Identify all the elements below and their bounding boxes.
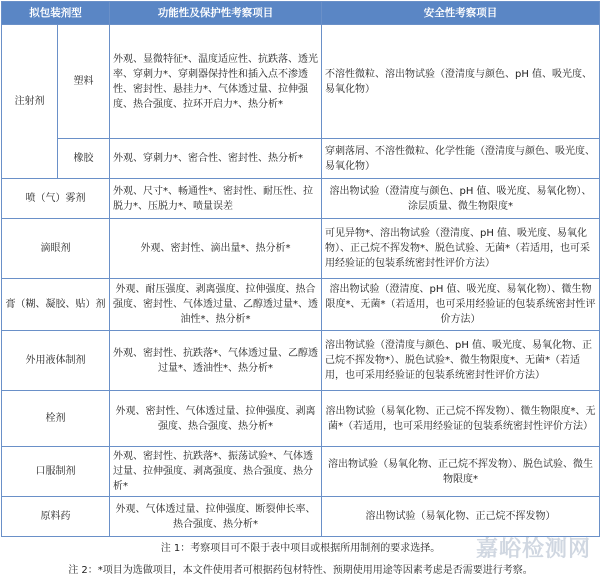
safety-cell: 穿刺落屑、不溶性微粒、化学性能（澄清度与颜色、吸光度、易氧化物） bbox=[322, 139, 600, 179]
function-cell: 外观、气体透过量、拉伸强度、断裂伸长率、热合强度、热分析* bbox=[110, 497, 322, 537]
document-page bbox=[1, 1, 599, 576]
table-row bbox=[2, 497, 600, 537]
table-row bbox=[2, 279, 600, 331]
note-1: 注 1：考察项目可不限于表中项目或根据所用制剂的要求选择。 bbox=[160, 542, 441, 554]
sub-type-cell: 橡胶 bbox=[58, 139, 110, 179]
header-function-items: 功能性及保护性考察项目 bbox=[110, 2, 322, 25]
table-row bbox=[2, 447, 600, 497]
dosage-form-cell: 口服制剂 bbox=[2, 447, 110, 497]
dosage-form-cell: 喷（气）雾剂 bbox=[2, 179, 110, 219]
dosage-form-cell: 原料药 bbox=[2, 497, 110, 537]
dosage-form-cell: 滴眼剂 bbox=[2, 219, 110, 279]
safety-cell: 溶出物试验（澄清度与颜色、pH 值、吸光度、易氧化物、正己烷不挥发物*）、脱色试验*、微生物限度*、无菌*（若适用，也可采用经验证的包装系统密封性评价方法） bbox=[322, 331, 600, 391]
safety-cell: 溶出物试验（易氧化物、正己烷不挥发物）、脱色试验、微生物限度* bbox=[322, 447, 600, 497]
safety-cell: 不溶性微粒、溶出物试验（澄清度与颜色、pH 值、吸光度、易氧化物） bbox=[322, 25, 600, 139]
table-row bbox=[2, 331, 600, 391]
safety-cell: 溶出物试验（澄清度与颜色、pH 值、吸光度、易氧化物）、涂层质量、微生物限度* bbox=[322, 179, 600, 219]
table-header-row bbox=[2, 2, 600, 25]
watermark-text: 嘉峪检测网 bbox=[475, 537, 591, 562]
table-row bbox=[2, 391, 600, 447]
safety-cell: 溶出物试验（易氧化物、正己烷不挥发物） bbox=[322, 497, 600, 537]
note-2: 注 2：*项目为选做项目，本文件使用者可根据药包材特性、预期使用用途等因素考虑是否需要进行考察。 bbox=[68, 564, 533, 576]
safety-cell: 溶出物试验（澄清度、pH 值、吸光度、易氧化物）、微生物限度*、无菌*（若适用，也可采用经验证的包装系统密封性评价方法） bbox=[322, 279, 600, 331]
function-cell: 外观、穿刺力*、密合性、密封性、热分析* bbox=[110, 139, 322, 179]
dosage-form-cell: 外用液体制剂 bbox=[2, 331, 110, 391]
dosage-form-cell: 膏（糊、凝胶、贴）剂 bbox=[2, 279, 110, 331]
header-dosage-form: 拟包装剂型 bbox=[2, 2, 110, 25]
safety-cell: 溶出物试验（易氧化物、正己烷不挥发物）、微生物限度*、无菌*（若适用，也可采用经验证的包装系统密封性评价方法） bbox=[322, 391, 600, 447]
function-cell: 外观、显微特征*、温度适应性、抗跌落、透光率、穿刺力*、穿刺器保持性和插入点不渗透性、密封性、悬挂力*、气体透过量、拉伸强度、热合强度、拉环开启力*、热分析* bbox=[110, 25, 322, 139]
header-safety-items: 安全性考察项目 bbox=[322, 2, 600, 25]
table-row bbox=[2, 139, 600, 179]
function-cell: 外观、耐压强度、剥离强度、拉伸强度、热合强度、密封性、气体透过量、乙醇透过量*、透油性*、热分析* bbox=[110, 279, 322, 331]
function-cell: 外观、密封性、滴出量*、热分析* bbox=[110, 219, 322, 279]
dosage-form-cell: 注射剂 bbox=[2, 25, 58, 179]
packaging-test-table bbox=[1, 1, 600, 581]
table-row bbox=[2, 179, 600, 219]
safety-cell: 可见异物*、溶出物试验（澄清度、pH 值、吸光度、易氧化物）、正己烷不挥发物*、脱色试验、无菌*（若适用，也可采用经验证的包装系统密封性评价方法） bbox=[322, 219, 600, 279]
function-cell: 外观、密封性、抗跌落*、气体透过量、乙醇透过量*、透油性*、热分析* bbox=[110, 331, 322, 391]
function-cell: 外观、密封性、抗跌落*、振荡试验*、气体透过量、拉伸强度、剥离强度、热合强度、热分析* bbox=[110, 447, 322, 497]
sub-type-cell: 塑料 bbox=[58, 25, 110, 139]
table-row bbox=[2, 25, 600, 139]
dosage-form-cell: 栓剂 bbox=[2, 391, 110, 447]
table-row bbox=[2, 219, 600, 279]
function-cell: 外观、尺寸*、畅通性*、密封性、耐压性、拉脱力*、压脱力*、喷量误差 bbox=[110, 179, 322, 219]
function-cell: 外观、密封性、气体透过量、拉伸强度、剥离强度、热合强度、热分析* bbox=[110, 391, 322, 447]
